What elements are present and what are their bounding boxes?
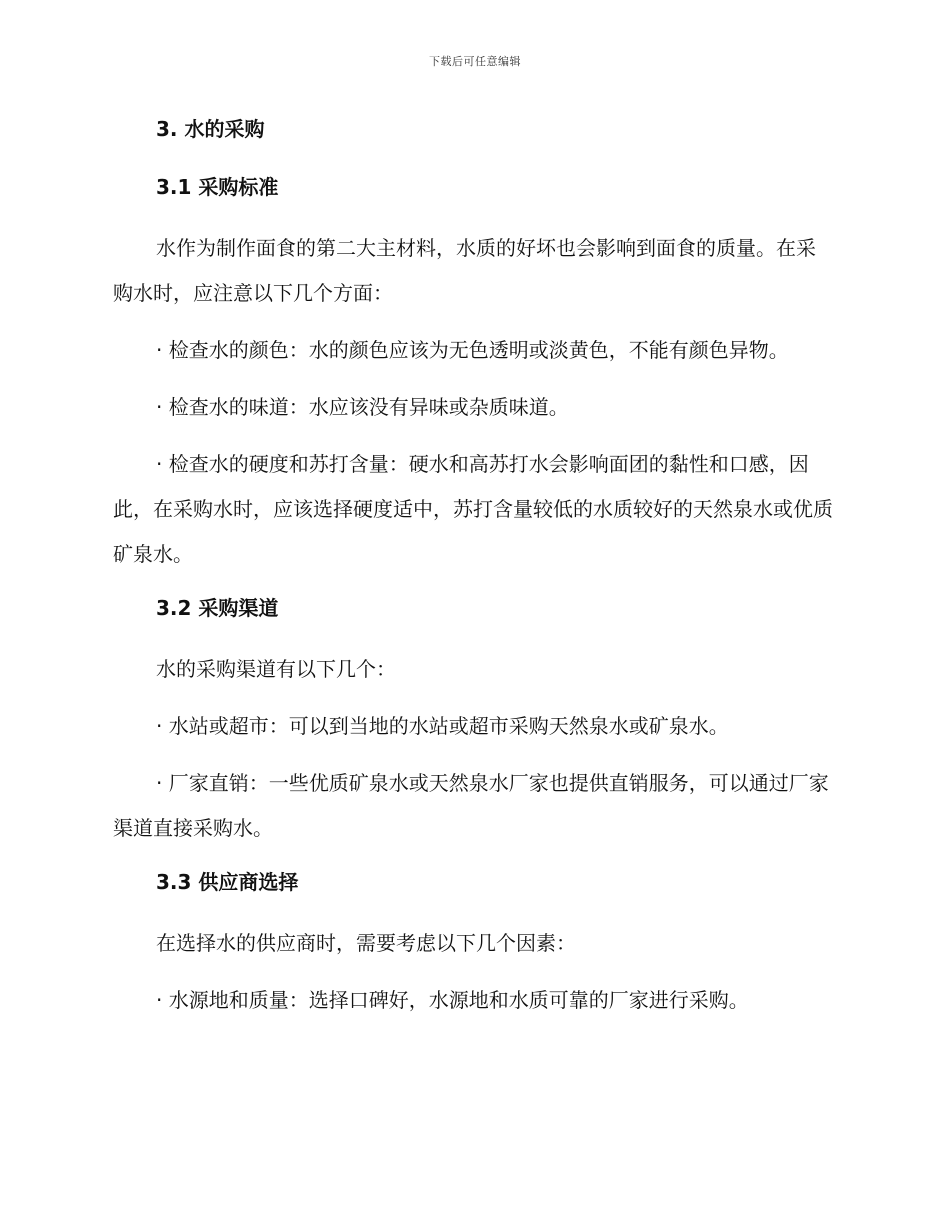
subsection-heading-channels: 3.2 采购渠道 [156, 596, 279, 620]
subsection-heading-standards: 3.1 采购标准 [156, 175, 279, 199]
bullet-item: · 水站或超市：可以到当地的水站或超市采购天然泉水或矿泉水。 [156, 714, 729, 738]
bullet-item: · 检查水的颜色：水的颜色应该为无色透明或淡黄色，不能有颜色异物。 [156, 338, 789, 362]
document-body [113, 110, 833, 1035]
paragraph: 水的采购渠道有以下几个： [156, 657, 396, 681]
subsection-heading-suppliers: 3.3 供应商选择 [156, 870, 299, 894]
bullet-item: · 检查水的味道：水应该没有异味或杂质味道。 [156, 395, 569, 419]
bullet-item: · 厂家直销：一些优质矿泉水或天然泉水厂家也提供直销服务，可以通过厂家渠道直接采购水。 [113, 771, 829, 840]
bullet-item: · 水源地和质量：选择口碑好，水源地和水质可靠的厂家进行采购。 [156, 988, 749, 1012]
section-heading: 3. 水的采购 [156, 117, 265, 141]
bullet-item: · 检查水的硬度和苏打含量：硬水和高苏打水会影响面团的黏性和口感，因此，在采购水时，应该选择硬度适中，苏打含量较低的水质较好的天然泉水或优质矿泉水。 [113, 452, 833, 566]
header-note: 下载后可任意编辑 [429, 55, 521, 68]
paragraph: 在选择水的供应商时，需要考虑以下几个因素： [156, 931, 576, 955]
paragraph: 水作为制作面食的第二大主材料，水质的好坏也会影响到面食的质量。在采购水时，应注意以下几个方面： [113, 236, 816, 305]
